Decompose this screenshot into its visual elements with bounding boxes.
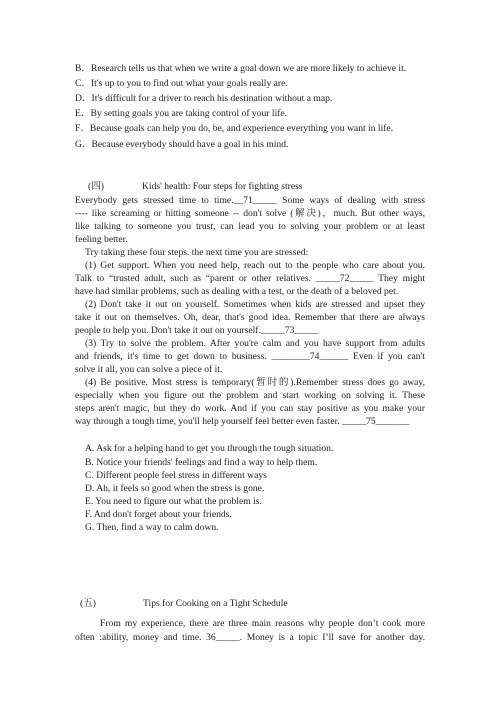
passage-line: (4) Be positive. Most stress is temporary(暂时的).Remember stress does go away, <box>85 377 425 388</box>
passage-line: (1) Get support. When you need help, reach out to the people who care about you. <box>85 260 425 271</box>
passage-line: way through a tough time, you'll help yourself feel better even faster. _____75_______ <box>75 416 410 427</box>
option-g: G. Then, find a way to calm down. <box>85 522 219 533</box>
section4-number: (四) <box>88 181 104 192</box>
option-d: D. Ah, it feels so good when the stress is gone. <box>85 483 265 494</box>
passage-line: From my experience, there are three main reasons why people don’t cook more <box>100 618 425 629</box>
passage-line: and friends, it's time to get down to business. ________74______ Even if you can't <box>75 351 425 362</box>
section5-title: Tips for Cooking on a Tight Schedule <box>143 598 288 609</box>
passage-line: Everybody gets stressed time to time.__71_____ Some ways of dealing with stress <box>75 195 425 206</box>
section4-title: Kids' health: Four steps for fighting stress <box>142 181 303 192</box>
option-f: F. And don't forget about your friends. <box>85 509 232 520</box>
passage-line: like talking to someone you trust, can lead you to solving your problem or at least <box>75 221 425 232</box>
passage-line: take it out on themselves. Oh, dear, that's good idea. Remember that there are always <box>75 312 425 323</box>
passage-line: have had similar problems, such as dealing with a test, or the death of a beloved pet. <box>75 286 399 297</box>
passage-line: (2) Don't take it out on yourself. Sometimes when kids are stressed and upset they <box>85 299 425 310</box>
passage-line: feeling better. <box>75 234 128 245</box>
passage-line: especially when you figure out the problem and start working on solving it. These <box>75 390 425 401</box>
option-b: B．Research tells us that when we write a goal down we are more likely to achieve it. <box>75 63 407 74</box>
passage-line: (3) Try to solve the problem. After you're calm and you have support from adults <box>85 338 425 349</box>
option-e: E. You need to figure out what the problem is. <box>85 496 262 507</box>
passage-line: Talk to “trusted adult, such as “parent or other relatives. _____72_____ They might <box>75 273 425 284</box>
option-c: C. Different people feel stress in different ways <box>85 470 267 481</box>
passage-line: ---- like screaming or hitting someone -- don't solve (解决)，much. But other ways, <box>75 208 425 219</box>
passage-line: people to help you. Don't take it out on yourself._____73_____ <box>75 325 319 336</box>
passage-line: solve it all, you can solve a piece of it. <box>75 364 223 375</box>
option-d: D．It's difficult for a driver to reach his destination without a map. <box>75 93 333 104</box>
section5-number: (五) <box>80 598 96 609</box>
passage-line: Try taking these four steps. the next time you are stressed: <box>85 247 309 258</box>
option-b: B. Notice your friends' feelings and find a way to help them. <box>85 457 318 468</box>
option-e: E．By setting goals you are taking control of your life. <box>75 108 288 119</box>
option-c: C．It's up to you to find out what your goals really are. <box>75 78 288 89</box>
passage-line: often :ability, money and time. 36_____. Money is a topic I’ll save for another day. <box>75 632 425 643</box>
option-f: F．Because goals can help you do, be, and experience everything you want in life. <box>75 123 394 134</box>
option-g: G．Because everybody should have a goal in his mind. <box>75 139 289 150</box>
passage-line: steps aren't magic, but they do work. And if you can stay positive as you make your <box>75 403 425 414</box>
option-a: A. Ask for a helping hand to get you through the tough situation. <box>85 443 334 454</box>
